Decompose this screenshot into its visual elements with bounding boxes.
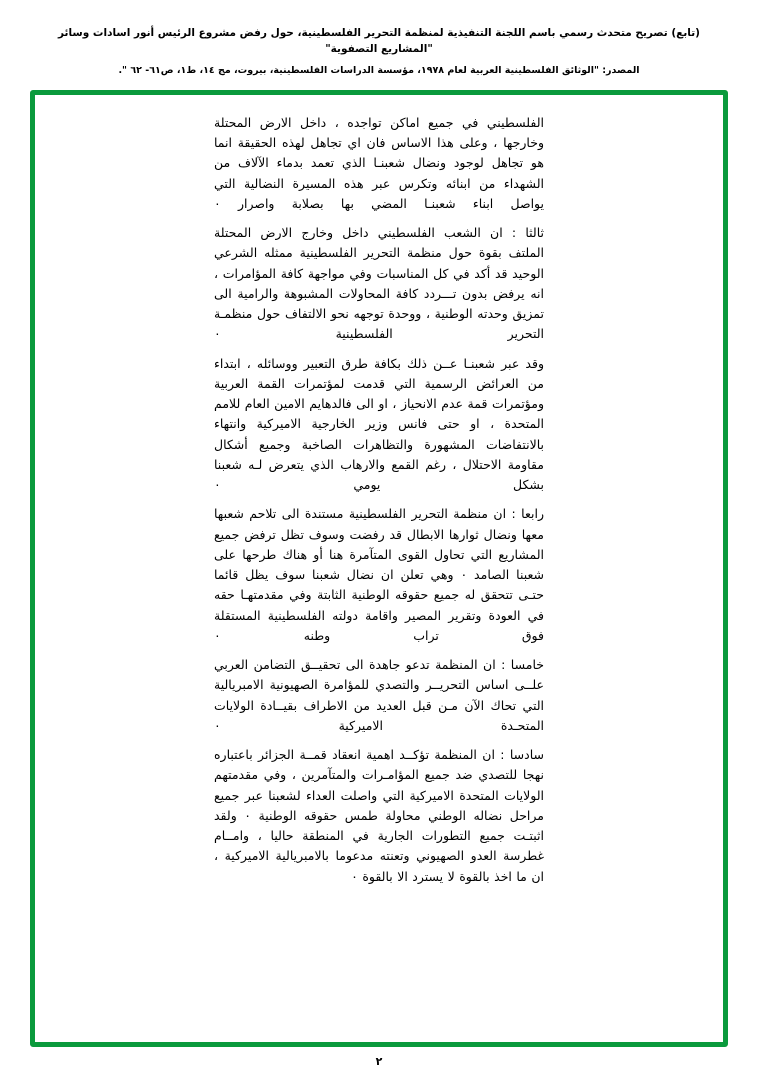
page-number: ٢ — [375, 1055, 383, 1068]
paragraph: ثالثا : ان الشعب الفلسطيني داخل وخارج الارض المحتلة الملتف بقوة حول منظمة التحرير الفلسطينية ممثله الشرعي الوحيد قد أكد في كل المناسبات وفي مواجهة كافة المؤامرات ، انه يرفض بدون تـــردد كافة المحاولات المشبوهة والرامية الى تمزيق وحدته الوطنية ، ووحدة توجهه نحو الالتفاف حول منظمـة التحرير الفلسطينية ٠ — [214, 225, 544, 342]
header-source: المصدر: "الوثائق الفلسطينية العربية لعام ١٩٧٨، مؤسسة الدراسات الفلسطينية، بيروت، مج ١٤، ط١، ص٦١- ٦٢ ". — [118, 64, 640, 76]
header-title: (تابع) تصريح متحدث رسمي باسم اللجنة التنفيذية لمنظمة التحرير الفلسطينية، حول رفض مشروع الرئيس أنور اسادات وسائر "المشاريع التصفوية" — [58, 27, 700, 55]
paragraph: الفلسطيني في جميع اماكن تواجده ، داخل الارض المحتلة وخارجها ، وعلى هذا الاساس فان اي تجاهل لهذه الحقيقة انما هو تجاهل لوجود ونضال شعبنـا الذي تعمد بدماء الآلاف من الشهداء من ابنائه وتكرس عبر هذه المسيرة النضالية التي يواصل ابناء شعبنـا المضي بها بصلابة واصرار ٠ — [214, 114, 544, 211]
document-header — [30, 26, 728, 78]
green-border-frame — [30, 90, 728, 1047]
paragraph: سادسا : ان المنظمة تؤكــد اهمية انعقاد قمــة الجزائر باعتباره نهجا للتصدي ضد جميع المؤامـرات والمتآمرين ، وفي مقدمتهم الولايات المتحدة الاميركية التي واصلت العداء لشعبنا عبر جميع مراحل نضاله الوطني محاولة طمس حقوقه الوطنية ٠ ولقد اثبتـت جميع التطورات الجارية في المنطقة حاليا ، وامــام غطرسة العدو الصهيوني وتعنته مدعوما بالامبريالية الاميركية ، ان ما اخذ بالقوة لا يسترد الا بالقوة ٠ — [214, 747, 544, 884]
paragraph: خامسا : ان المنظمة تدعو جاهدة الى تحقيــق التضامن العربي علــى اساس التحريــر والتصدي للمؤامرة الصهيونية الامبريالية التي تحاك الآن مـن قبل العديد من الاطراف بقيــادة الولايات المتحـدة الاميركية ٠ — [214, 657, 544, 733]
paragraph: وقد عبر شعبنـا عــن ذلك بكافة طرق التعبير ووسائله ، ابتداء من العرائض الرسمية التي قدمت لمؤتمرات القمة العربية ومؤتمرات قمة عدم الانحياز ، او الى فالدهايم الامين العام للامم المتحدة ، او حتى فانس وزير الخارجية الاميركية وانتهاء بالانتفاضات المشهورة والتظاهرات الصاخبة وجميع أشكال مقاومة الاحتلال ، رغم القمع والارهاب الذي يتعرض لـه شعبنا بشكل يومي ٠ — [214, 355, 544, 492]
document-body — [214, 113, 544, 1032]
paragraph: رابعا : ان منظمة التحرير الفلسطينية مستندة الى تلاحم شعبها معها ونضال ثوارها الابطال قد رفضت وسوف تظل ترفض جميع المشاريع التي تحاول القوى المتآمرة هنا أو هناك طرحها على شعبنا الصامد ٠ وهي تعلن ان نضال شعبنا سوف يظل قائما حتـى تتحقق له جميع حقوقه الوطنية الثابتة وفي مقدمتهـا حقه في العودة وتقرير المصير واقامة دولته الفلسطينية المستقلة فوق تراب وطنه ٠ — [214, 506, 544, 643]
